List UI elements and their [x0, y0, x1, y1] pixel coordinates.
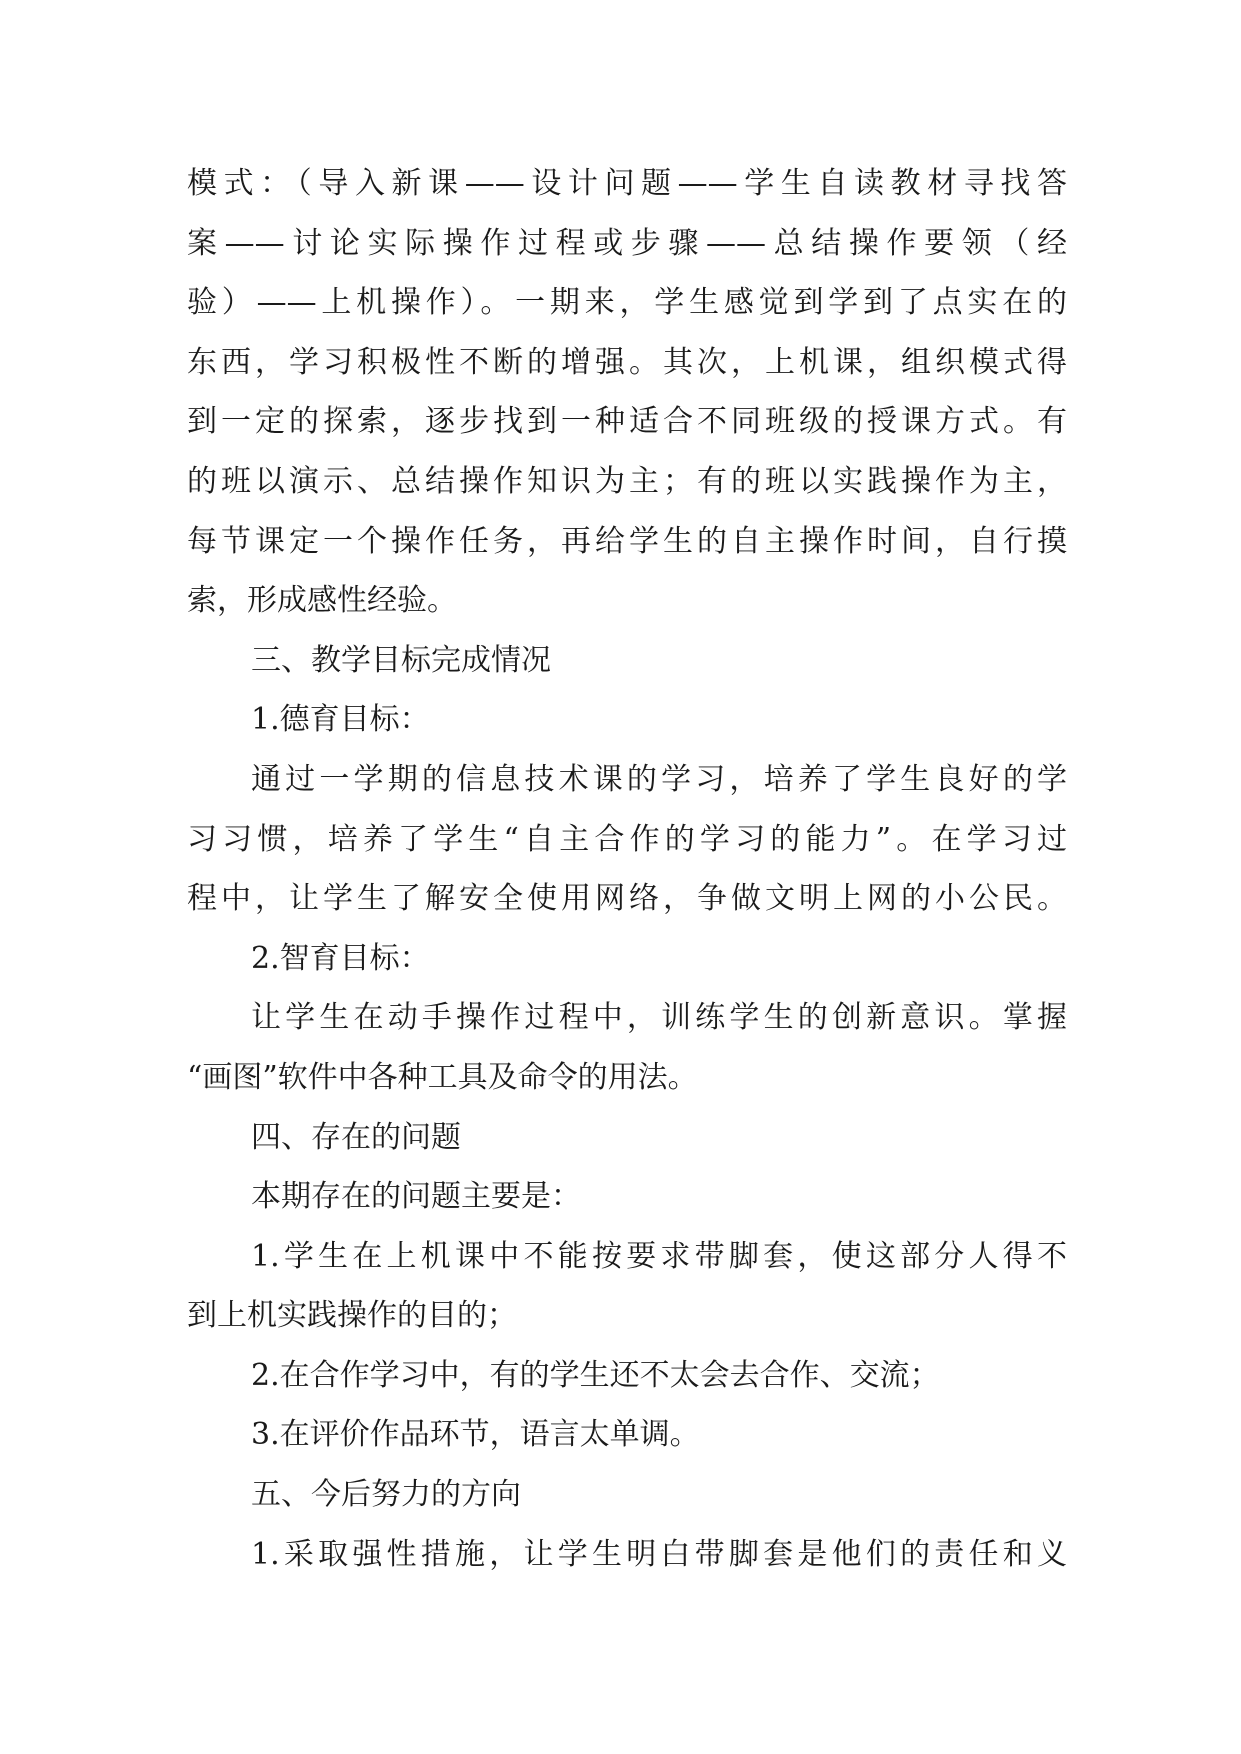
text-line: 验）——上机操作）。一期来，学生感觉到学到了点实在的 — [187, 285, 1067, 321]
text-line: 本期存在的问题主要是： — [251, 1179, 581, 1215]
text-line: 习习惯，培养了学生“自主合作的学习的能力”。在学习过 — [187, 821, 1067, 857]
text-line: 每节课定一个操作任务，再给学生的自主操作时间，自行摸 — [187, 523, 1067, 559]
text-line: 3.在评价作品环节，语言太单调。 — [251, 1417, 700, 1453]
text-line: 2.在合作学习中，有的学生还不太会去合作、交流； — [251, 1357, 940, 1393]
text-line: 索，形成感性经验。 — [187, 583, 457, 619]
text-line: 东西，学习积极性不断的增强。其次，上机课，组织模式得 — [187, 344, 1067, 380]
text-line: 通过一学期的信息技术课的学习，培养了学生良好的学 — [251, 761, 1067, 797]
text-line: 三、教学目标完成情况 — [251, 642, 551, 678]
document-body — [187, 154, 1067, 1584]
text-line: 1.采取强性措施，让学生明白带脚套是他们的责任和义 — [251, 1536, 1067, 1572]
text-line: 2.智育目标： — [251, 940, 430, 976]
text-line: 让学生在动手操作过程中，训练学生的创新意识。掌握 — [251, 1000, 1067, 1036]
text-line: 四、存在的问题 — [251, 1119, 461, 1155]
text-line: 1.学生在上机课中不能按要求带脚套，使这部分人得不 — [251, 1238, 1067, 1274]
text-line: 到上机实践操作的目的； — [187, 1298, 517, 1334]
text-line: 程中，让学生了解安全使用网络，争做文明上网的小公民。 — [187, 881, 1067, 917]
text-line: 1.德育目标： — [251, 702, 430, 738]
text-line: 的班以演示、总结操作知识为主；有的班以实践操作为主， — [187, 463, 1067, 499]
text-line: 到一定的探索，逐步找到一种适合不同班级的授课方式。有 — [187, 404, 1067, 440]
text-line: 五、今后努力的方向 — [251, 1477, 521, 1513]
text-line: “画图”软件中各种工具及命令的用法。 — [187, 1059, 698, 1095]
text-line: 案——讨论实际操作过程或步骤——总结操作要领（经 — [187, 225, 1067, 261]
text-line: 模式：（导入新课——设计问题——学生自读教材寻找答 — [187, 166, 1067, 201]
